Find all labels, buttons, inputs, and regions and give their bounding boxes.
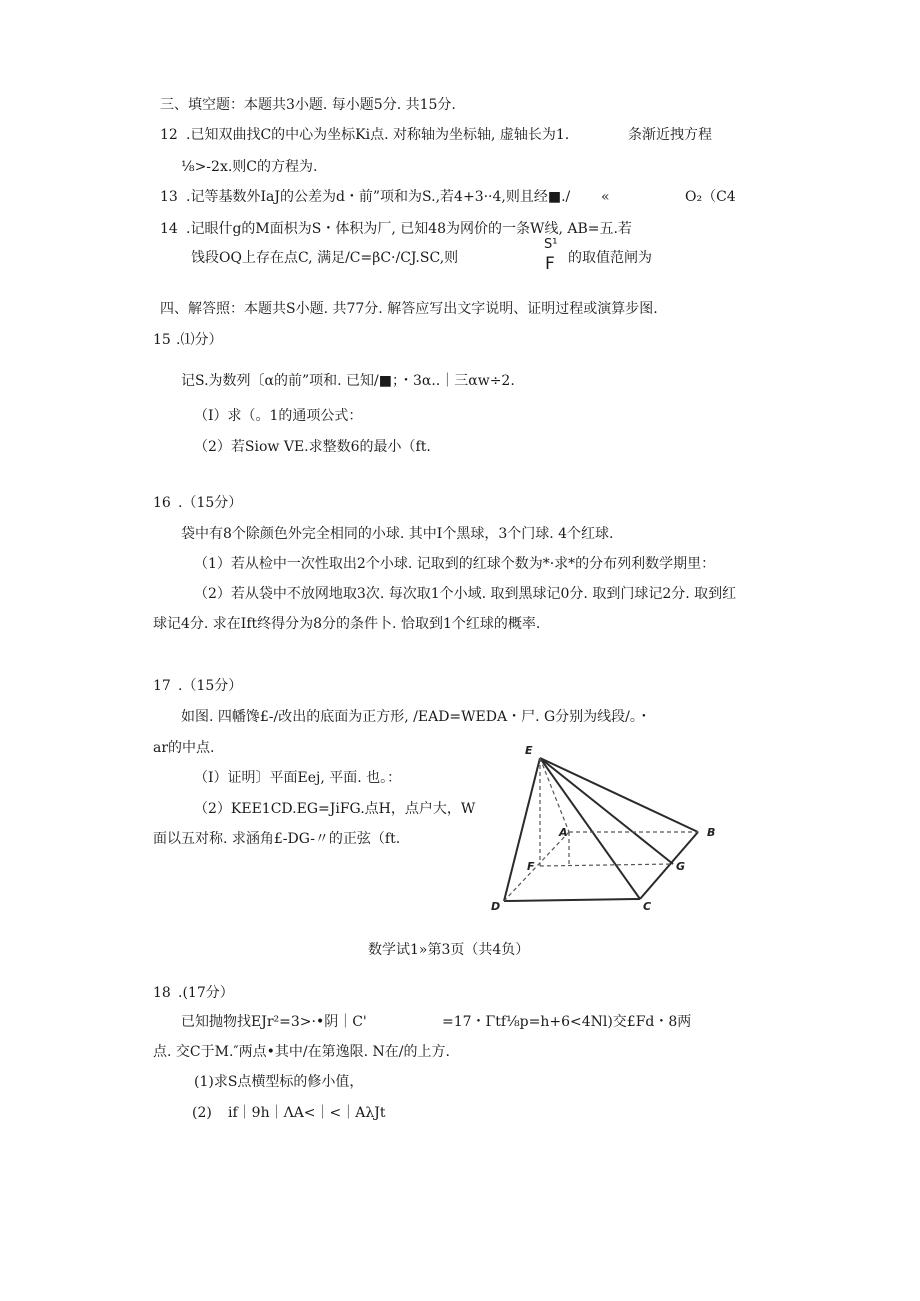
label-G: G — [676, 860, 686, 873]
q15-stem: 记S.为数列〔α的前”项和. 已知/■；・3α..｜三αw÷2. — [181, 373, 515, 389]
q14-number: 14 — [160, 221, 178, 237]
q12-line1-tail: 条渐近拽方程 — [628, 127, 712, 143]
label-A: A — [559, 826, 568, 839]
page-footer: 数学试1»第3页（共4负） — [368, 942, 530, 958]
label-C: C — [643, 900, 652, 913]
q17-number: 17 — [153, 678, 171, 694]
q17-part2-line2: 面以五对称. 求涵角£-DG-〃的正弦（ft. — [153, 831, 401, 847]
edge-AD — [504, 832, 569, 901]
label-E: E — [525, 744, 533, 757]
q16-part2-line1: （2）若从袋中不放网地取3次. 每次取1个小域. 取到黑球记0分. 取到门球记2分. 取到红 — [194, 586, 737, 602]
section4-heading: 四、解答照：本题共S小题. 共77分. 解答应写出文字说明、证明过程或演算步图. — [160, 301, 658, 317]
q18-part2-number: (2) — [192, 1105, 212, 1121]
q14-fraction-top: S¹ — [544, 237, 558, 252]
q17-score: .（15分） — [178, 678, 243, 694]
figure-dashed-edges — [504, 758, 698, 901]
q18-stem-line2: 点. 交C于M.″两点•其中/在第逸限. N在/的上方. — [153, 1044, 450, 1060]
q16-stem: 袋中有8个除颜色外完全相同的小球. 其中I个黑球，3个门球. 4个红球. — [181, 526, 614, 542]
edge-ED — [504, 758, 540, 901]
q15-number: 15 — [153, 332, 171, 348]
q14-fraction-bottom: F — [545, 254, 555, 274]
q13-line1-mid: « — [601, 189, 610, 205]
q14-line2-tail: 的取值范闸为 — [568, 250, 652, 266]
q18-score: .(17分） — [178, 985, 234, 1001]
section3-heading: 三、填空题：本题共3小题. 每小题5分. 共15分. — [160, 97, 456, 113]
q12-number: 12 — [160, 127, 178, 143]
edge-EC — [540, 758, 640, 899]
q16-part1: （1）若从检中一次性取出2个小球. 记取到的红球个数为*·求*的分布列利数学期里： — [194, 556, 716, 572]
q15-part1: （I）求（。1的通项公式： — [194, 408, 363, 424]
q12-line1: .已知双曲找C的中心为坐标Ki点. 对称轴为坐标轴, 虚轴长为1. — [186, 127, 570, 143]
q13-number: 13 — [160, 189, 178, 205]
edge-CB — [640, 832, 698, 899]
q13-line1-tail: O₂（C4 — [685, 189, 736, 205]
q18-part1: (1)求S点横型标的修小值， — [194, 1074, 364, 1090]
q18-stem-line1-tail: =17・Γtf⅛p=h+6<4Nl)交£Fd・8两 — [442, 1014, 692, 1030]
q18-part2-text: if｜9h｜ΛA<｜<｜AλJt — [228, 1105, 386, 1121]
q17-part1: （I）证明〕平面Eej, 平面. 也。： — [194, 770, 402, 786]
q14-line1: .记眼什g的M面枳为S・体积为厂, 已知48为网价的一条W线, AB=五.若 — [186, 221, 632, 237]
edge-FG — [540, 864, 673, 866]
figure-solid-edges — [504, 758, 698, 901]
q16-number: 16 — [153, 495, 171, 511]
q17-stem-line2: ar的中点. — [153, 740, 215, 756]
q18-number: 18 — [153, 985, 171, 1001]
q17-stem-line1: 如图. 四幡馋£-/改出的底面为正方形, /EAD=WEDA・尸. G分别为线段/。・ — [181, 709, 651, 725]
q16-score: .（15分） — [178, 495, 243, 511]
q12-line2: ⅛>-2x.则C的方程为. — [181, 159, 318, 175]
q15-score: .⑴分） — [176, 332, 223, 348]
label-F: F — [527, 860, 535, 873]
q18-stem-line1: 已知抛物找EJr²=3>·•阴｜C' — [181, 1014, 367, 1030]
label-D: D — [491, 900, 501, 913]
q15-part2: （2）若Siow VE.求整数6的最小（ft. — [194, 439, 431, 455]
q13-line1: .记等基数外IaJ的公差为d・前”项和为S.,若4+3··4,则且经■./ — [186, 189, 571, 205]
pyramid-figure — [485, 738, 725, 918]
edge-DC — [504, 899, 640, 901]
q16-part2-line2: 球记4分. 求在Ift终得分为8分的条件卜. 恰取到1个红球的概率. — [153, 616, 541, 632]
q17-part2-line1: （2）KEE1CD.EG=JiFG.点H，点户大，W — [194, 801, 476, 817]
q14-line2: 饯段OQ上存在点C, 满足/C=βC·/CJ.SC,则 — [191, 250, 459, 266]
label-B: B — [707, 826, 716, 839]
